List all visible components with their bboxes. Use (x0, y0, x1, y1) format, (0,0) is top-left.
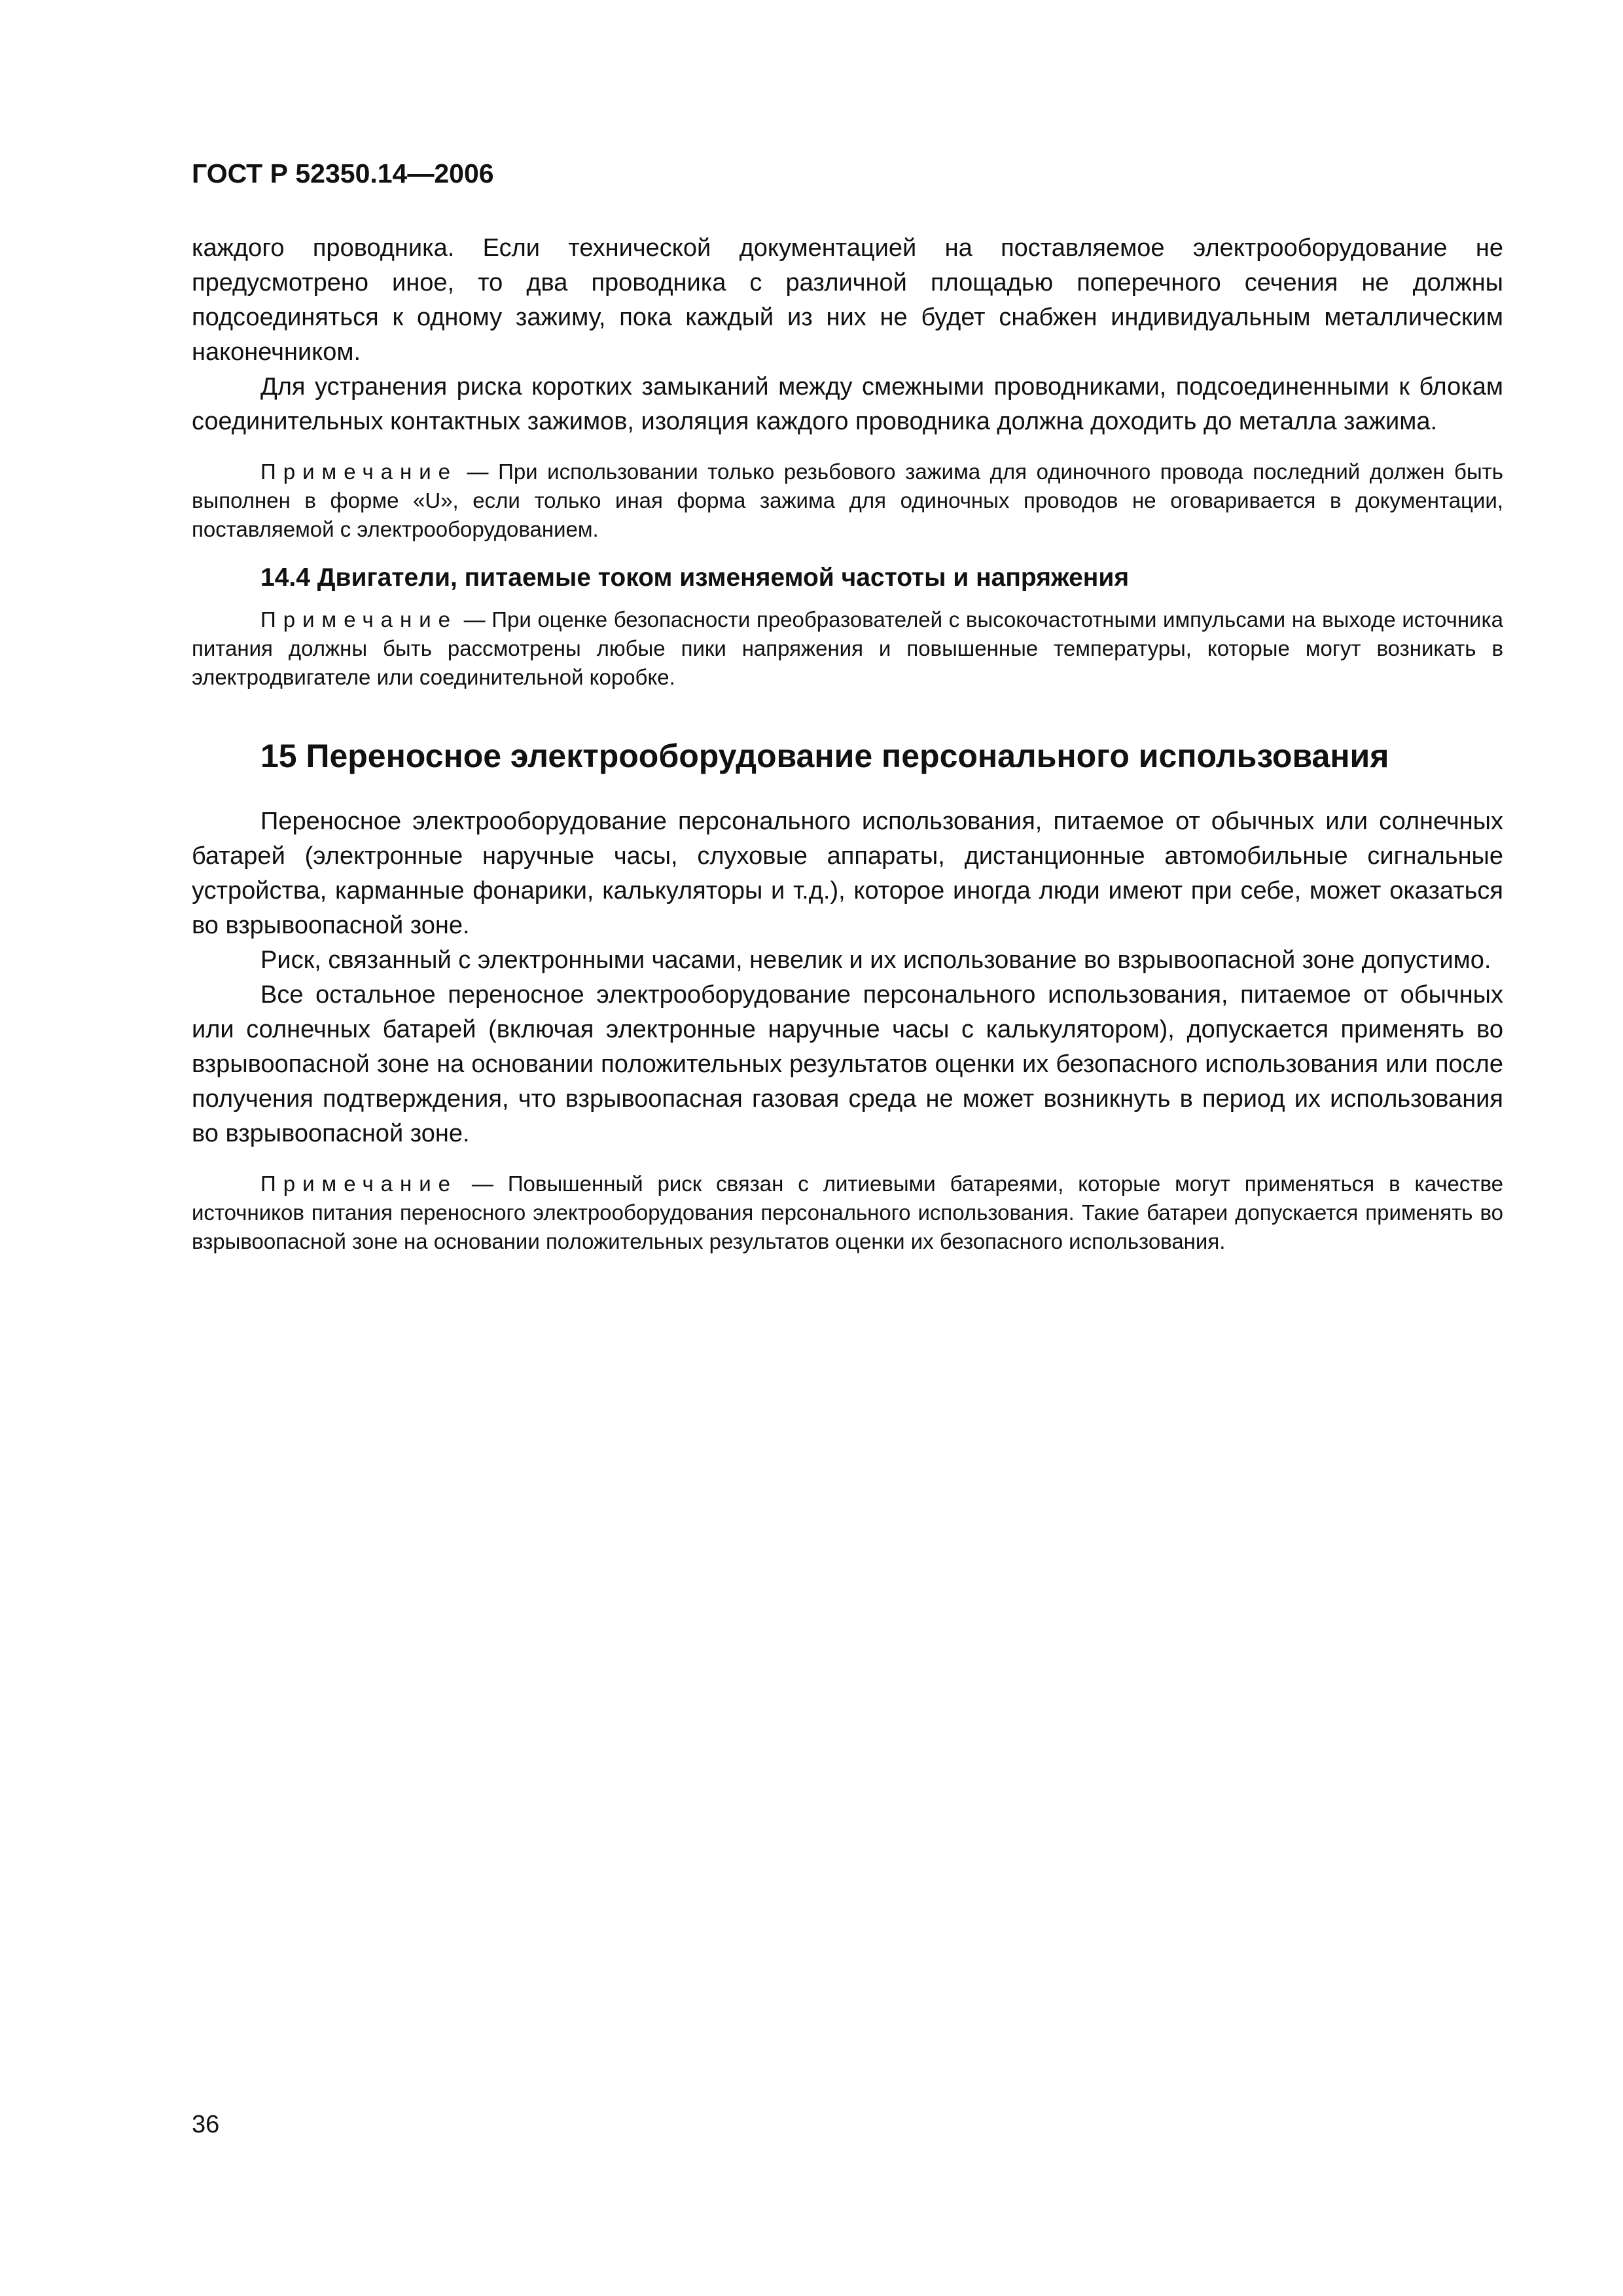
note-converters (192, 605, 1503, 692)
note-text: — Повышенный риск связан с литиевыми батареями, которые могут применяться в качестве источников питания переносного электрооборудования персонального использования. Такие батареи допускается применять во взрывоопасной зоне на основании положительных результатов оценки их безопасного использования. (192, 1172, 1503, 1253)
section-heading-15: 15 Переносное электрооборудование персонального использования (260, 738, 1389, 774)
paragraph-other-equipment: Все остальное переносное электрооборудование персонального использования, питаемое от обычных или солнечных батарей (включая электронные наручные часы с калькулятором), допускается применять во взрывоопасной зоне на основании положительных результатов оценки их безопасного использования или после получения подтверждения, что взрывоопасная газовая среда не может возникнуть в период их использования во взрывоопасной зоне. (192, 981, 1503, 1147)
note-threaded-clamp (192, 457, 1503, 544)
note-text: — При оценке безопасности преобразователей с высокочастотными импульсами на выходе источника питания должны быть рассмотрены любые пики напряжения и повышенные температуры, которые могут возникать в электродвигателе или соединительной коробке. (192, 607, 1503, 689)
note-label: Примечание (260, 459, 458, 484)
document-header: ГОСТ Р 52350.14—2006 (192, 158, 494, 188)
paragraph-short-circuit: Для устранения риска коротких замыканий между смежными проводниками, подсоединенными к блокам соединительных контактных зажимов, изоляция каждого проводника должна доходить до металла зажима. (192, 373, 1503, 435)
note-label: Примечание (260, 1172, 458, 1196)
document-page (192, 157, 1503, 1256)
note-lithium-batteries (192, 1170, 1503, 1256)
paragraph-continuation: каждого проводника. Если технической документацией на поставляемое электрооборудование не предусмотрено иное, то два проводника с различной площадью поперечного сечения не должны подсоединяться к одному зажиму, пока каждый из них не будет снабжен индивидуальным металлическим наконечником. (192, 234, 1503, 366)
page-number: 36 (192, 2111, 220, 2138)
paragraph-watches-risk: Риск, связанный с электронными часами, невелик и их использование во взрывоопасной зоне допустимо. (260, 946, 1491, 974)
paragraph-portable-equipment: Переносное электрооборудование персонального использования, питаемое от обычных или солнечных батарей (электронные наручные часы, слуховые аппараты, дистанционные автомобильные сигнальные устройства, карманные фонарики, калькуляторы и т.д.), которое иногда люди имеют при себе, может оказаться во взрывоопасной зоне. (192, 808, 1503, 939)
note-text: — При использовании только резьбового зажима для одиночного провода последний должен быть выполнен в форме «U», если только иная форма зажима для одиночных проводов не оговаривается в документации, поставляемой с электрооборудованием. (192, 459, 1503, 541)
note-label: Примечание (260, 607, 458, 632)
subsection-heading-14-4: 14.4 Двигатели, питаемые током изменяемой частоты и напряжения (260, 564, 1130, 592)
